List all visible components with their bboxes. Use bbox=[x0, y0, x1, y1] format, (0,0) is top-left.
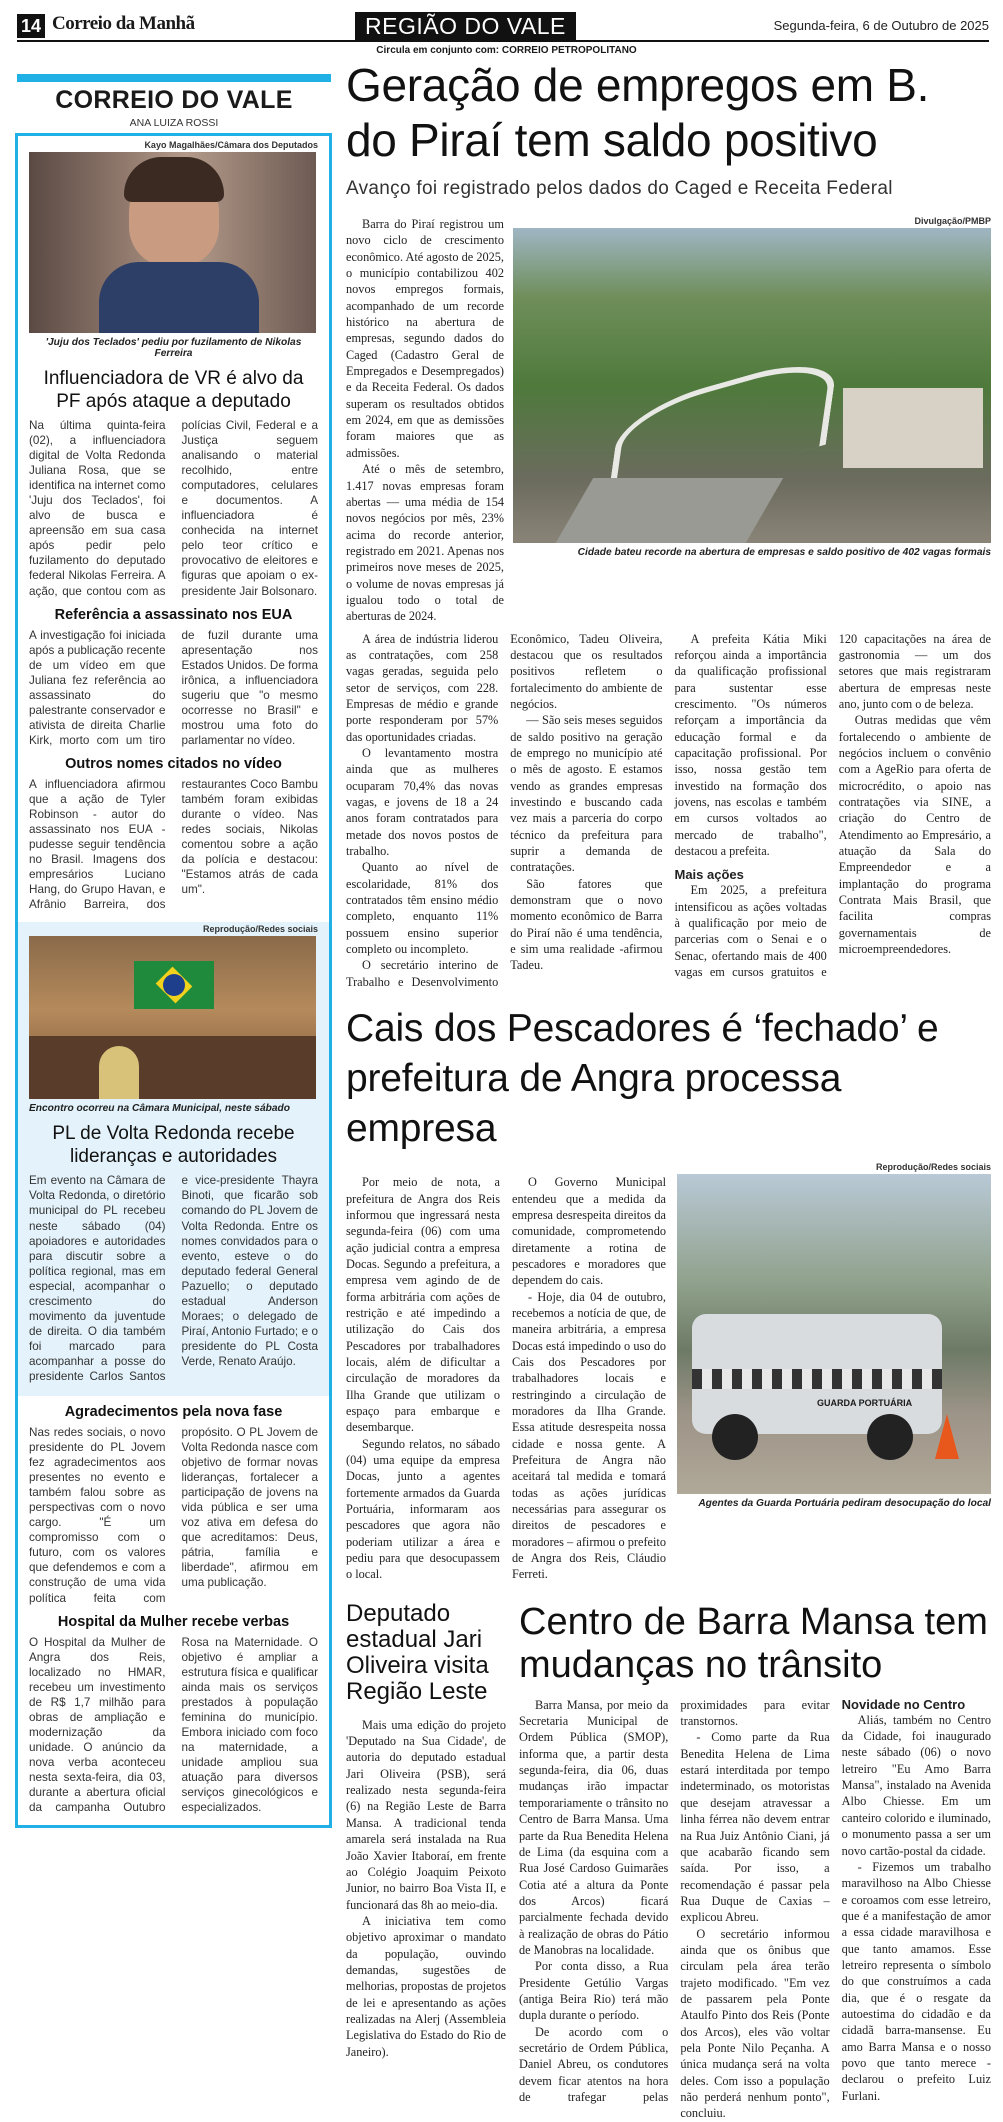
article-subhead: Mais ações bbox=[674, 867, 744, 883]
main-column bbox=[346, 58, 991, 2122]
photo-caption: 'Juju dos Teclados' pediu por fuzilamento de Nikolas Ferreira bbox=[45, 337, 302, 359]
paragraph: Por meio de nota, a prefeitura de Angra dos Reis informou que ingressará nesta segunda-feira (06) com uma ação judicial contra a empresa Docas. Segundo a prefeitura, a empresa vem agindo de de forma arbitrária com ações de restrição e até impedindo a utilização do Cais dos Pescadores por trabalhadores locais, além de dificultar a circulação de moradores da Ilha Grande que utilizam o espaço para embarque e desembarque. bbox=[346, 1175, 500, 1435]
paragraph: — São seis meses seguidos de saldo positivo na geração de emprego no município até o mês de agosto. E estamos vendo as grandes empresas investindo e buscando cada vez mais a parceria do corpo técnico da prefeitura para suprir a demanda de contratações. bbox=[510, 713, 663, 875]
photo-caption: Cidade bateu recorde na abertura de empresas e saldo positivo de 402 vagas formais bbox=[577, 547, 991, 558]
article-subhead: Novidade no Centro bbox=[841, 1696, 966, 1712]
column-title: CORREIO DO VALE bbox=[55, 86, 293, 114]
paragraph: Barra do Piraí registrou um novo ciclo de crescimento econômico. Até agosto de 2025, o município contabilizou 402 novos empregos formais, acompanhado de um recorde histórico na abertura de empresas, segundo dados do Caged (Cadastro Geral de Empregados e Desempregados) e da Receita Federal. Os dados superam os resultados obtidos em 2024, em que as demissões foram maiores que as admissões. bbox=[346, 217, 504, 460]
paragraph: Até o mês de setembro, 1.417 novas empresas foram abertas — uma média de 154 novos negócios por mês, 23% acima do recorde anterior, registrado em 2021. Apenas nos primeiros nove meses de 2025, o volume de novas empresas já igualou todo o total de aberturas de 2024. bbox=[346, 462, 504, 624]
article-headline: Cais dos Pescadores é ‘fechado’ e prefeitura de Angra processa empresa bbox=[346, 1007, 939, 1151]
port-guard-vehicle-photo bbox=[677, 1174, 991, 1494]
article-headline: Deputado estadual Jari Oliveira visita Região Leste bbox=[346, 1599, 489, 1705]
paragraph: A iniciativa tem como objetivo aproximar o mandato da população, ouvindo demandas, sugestões de melhorias, propostas de projetos de lei e apresentando as ações realizadas na Alerj (Assembleia Legislativa do Estado do Rio de Janeiro). bbox=[346, 1913, 506, 2059]
page-number: 14 bbox=[17, 14, 45, 38]
story-subhead: Hospital da Mulher recebe verbas bbox=[57, 1613, 290, 1630]
story-subhead: Outros nomes citados no vídeo bbox=[65, 755, 282, 772]
paragraph: O secretário interino de Trabalho e Desenvolvimento Econômico, Tadeu Oliveira, destacou que os resultados positivos refletem o fortalecimento do ambiente de negócios. bbox=[346, 631, 663, 989]
city-council-photo bbox=[29, 936, 316, 1099]
photo-credit: Reprodução/Redes sociais bbox=[202, 924, 318, 935]
photo-credit: Kayo Magalhães/Câmara dos Deputados bbox=[144, 140, 318, 150]
article-body-columns bbox=[519, 1697, 991, 2122]
photo-caption: Encontro ocorreu na Câmara Municipal, neste sábado bbox=[29, 1103, 290, 1115]
story-body: O Hospital da Mulher de Angra dos Reis, localizado no HMAR, recebeu um investimento de R$ 1,7 milhão para obras de ampliação e modernização da unidade. O anúncio da nova verba aconteceu nesta sexta-feira, dia 03, durante a abertura oficial da campanha Outubro Rosa na Maternidade. O objetivo é ampliar a estrutura física e qualificar ainda mais os serviços prestados à população feminina do município. Embora iniciado com foco na maternidade, a unidade ampliou sua atuação para diversos serviços ginecológicos e especializados. bbox=[29, 1635, 318, 1815]
paragraph: A prefeita Kátia Miki reforçou ainda a importância da qualificação profissional para sustentar esse crescimento. "Os números reforçam a importância da educação formal e da capacitação profissional. Por isso, nossa gestão tem investido na formação dos jovens, nas escolas e também em cursos voltados ao mercado de trabalho", destacou a prefeita. bbox=[674, 631, 827, 859]
paragraph: O secretário informou ainda que os ônibus que circulam pela área terão trajeto modificado. "Em vez de passarem pela Ponte Ataulfo Pinto dos Reis (Ponte dos Arcos), eles vão voltar pela Ponte Nilo Peçanha. A única mudança será na volta deles. Com isso a população não perderá nenhum ponto", concluiu. bbox=[680, 1926, 830, 2121]
paragraph: Outras medidas que vêm fortalecendo o ambiente de negócios incluem o convênio com a AgeRio para oferta de microcrédito, o apoio nas contratações via SINE, a criação do Centro de Atendimento ao Empresário, a atuação da Sala do Empreendedor e a implantação do programa Contrata Mais Brasil, que facilita compras governamentais de microempreendedores. bbox=[838, 713, 991, 957]
paragraph: Segundo relatos, no sábado (04) uma equipe da empresa Docas, junto a agentes fortemente armados da Guarda Portuária, informaram aos pescadores que agora não poderiam utilizar a área e pediu para que desocupassem o local. bbox=[346, 1436, 500, 1582]
column-frame bbox=[15, 133, 332, 1828]
story-body: A influenciadora afirmou que a ação de Tyler Robinson - autor do assassinato nos EUA - pudesse seguir tendência no Brasil. Imagens dos empresários Luciano Hang, do Grupo Havan, e Afrânio Barreira, dos restaurantes Coco Bambu também foram exibidas durante o vídeo. Nas redes sociais, Nikolas comentou sobre a ação da polícia e destacou: "Estamos atrás de cada um". bbox=[29, 777, 318, 912]
story-body: A investigação foi iniciada após a publicação recente de um vídeo em que Juliana fez referência ao assassinato do palestrante conservador e ativista de direita Charlie Kirk, morto com um tiro de fuzil durante uma apresentação nos Estados Unidos. De forma irônica, a influenciadora sugeriu que "o mesmo ocorresse no Brasil" e mostrou uma foto do parlamentar no vídeo. bbox=[29, 628, 318, 747]
story-body: Nas redes sociais, o novo presidente do PL Jovem fez agradecimentos aos presentes no evento e também falou sobre as perspectivas com o novo cargo. "É um compromisso com o futuro, com os valores que defendemos e com a construção de uma vida política feita com propósito. O PL Jovem de Volta Redonda nasce com objetivo de formar novas lideranças, fortalecer a participação de jovens na vida pública e ser uma voz ativa em defesa do que acreditamos: Deus, pátria, família e liberdade", afirmou em uma publicação. bbox=[29, 1426, 318, 1605]
story-subhead: Agradecimentos pela nova fase bbox=[64, 1404, 283, 1421]
paragraph: Por conta disso, a Rua Presidente Getúlio Vargas (antiga Beira Rio) terá mão dupla durante o período. bbox=[519, 1959, 669, 2023]
story-body: Em evento na Câmara de Volta Redonda, o diretório municipal do PL recebeu neste sábado (04) apoiadores e autoridades para discutir sobre a política regional, mas em especial, acompanhar o crescimento do movimento da juventude de direita. O dia também foi marcado para acompanhar a posse do presidente Carlos Santos e vice-presidente Thayra Binoti, que ficarão sob comando do PL Jovem de Volta Redonda. Entre os nomes convidados para o evento, esteve o do deputado federal General Pazuello; o deputado estadual Anderson Moraes; o delegado de Piraí, Antonio Furtado; e o presidente do PL Costa Verde, Renato Araújo. bbox=[29, 1174, 318, 1383]
article-body-column bbox=[346, 216, 504, 625]
newspaper-name: Correio da Manhã bbox=[52, 13, 195, 34]
article-body-columns bbox=[346, 1174, 666, 1583]
highlight-section bbox=[18, 922, 329, 1396]
main-headline: Geração de empregos em B. do Piraí tem saldo positivo bbox=[346, 59, 930, 166]
paragraph: A área de indústria liderou as contratações, com 258 vagas geradas, seguida pelo setor de serviços, com 228. Empresas de médio e grande porte responderam por 57% das oportunidades criadas. bbox=[346, 631, 499, 744]
deputy-photo bbox=[29, 152, 316, 333]
story-body: Na última quinta-feira (02), a influenciadora digital de Volta Redonda Juliana Rosa, que se identifica na internet como 'Juju dos Teclados', foi alvo de busca e apreensão em sua casa após pedir pelo fuzilamento do deputado federal Nikolas Ferreira. A ação, que contou com as polícias Civil, Federal e a Justiça seguem analisando o material recolhido, entre computadores, celulares e documentos. A influenciadora é conhecida na internet pelo teor crítico e provocativo de eleitores e figuras que apoiam o ex-presidente Jair Bolsonaro. bbox=[29, 419, 318, 598]
vehicle-label: GUARDA PORTUÁRIA bbox=[817, 1398, 913, 1409]
paragraph: O Governo Municipal entendeu que a medida da empresa desrespeita direitos da comunidade, comprometendo diretamente a rotina de pescadores e moradores que dependem do cais. bbox=[512, 1175, 666, 1288]
paragraph: São fatores que demonstram que o novo momento econômico de Barra do Piraí não é uma tendência, e sim uma realidade -afirmou Tadeu. bbox=[510, 876, 663, 973]
header-rule bbox=[17, 40, 989, 42]
column-author: ANA LUIZA ROSSI bbox=[129, 117, 219, 129]
article-body-column bbox=[346, 1717, 506, 2060]
paragraph: Quanto ao nível de escolaridade, 81% dos contratados têm ensino médio completo, enquanto 11% possuem ensino superior completo ou incompleto. bbox=[346, 860, 499, 957]
paragraph: Em 2025, a prefeitura intensificou as ações voltadas à qualificação por meio de parcerias com o Senai e o Senac, ofertando mais de 400 vagas em cursos gratuitos e 120 capacitações na área de gastronomia — um dos setores que mais registraram abertura de empresas neste ano, junto com o de beleza. bbox=[674, 631, 991, 980]
article-headline: Centro de Barra Mansa tem mudanças no trânsito bbox=[519, 1600, 988, 1686]
paragraph: - Como parte da Rua Benedita Helena de Lima estará interditada por tempo indeterminado, os motoristas que desejam atravessar a linha férrea não devem entrar na Rua Juiz Antônio Ciani, já que acabarão ficando sem saída. Por isso, a recomendação é passar pela Rua Duque de Caxias – explicou Abreu. bbox=[680, 1730, 830, 1925]
circulation-note: Circula em conjunto com: CORREIO PETROPOLITANO bbox=[376, 45, 637, 56]
paragraph: - Fizemos um trabalho maravilhoso na Albo Chiesse e coroamos com esse letreiro, que é a manifestação de amor a essa cidade maravilhosa e que tanto amamos. Esse letreiro representa o símbolo do que construímos a cada dia, que é o resgate da autoestima do cidadão e da cidadã barra-mansense. Eu amo Barra Mansa e o nosso povo que tanto merece - declarou o prefeito Luiz Furlani. bbox=[841, 1859, 991, 2103]
paragraph: - Hoje, dia 04 de outubro, recebemos a notícia de que, de maneira arbitrária, a empresa Docas está impedindo o uso do Cais dos Pescadores por trabalhadores locais e restringindo a circulação de moradores da Ilha Grande. Essa atitude desrespeita nossa cidade e nossa gente. A Prefeitura de Angra não aceitará tal medida e tomará todas as ações jurídicas necessárias para assegurar os direitos de pescadores e moradores – afirmou o prefeito de Angra dos Reis, Cláudio Ferreti. bbox=[512, 1289, 666, 1582]
article-body-columns bbox=[346, 631, 991, 991]
column-accent-bar bbox=[17, 74, 331, 82]
paragraph: De acordo com o secretário de Ordem Pública, Daniel Abreu, os condutores devem ficar atentos na hora de trafegar pelas proximidades para evitar transtornos. bbox=[519, 1697, 830, 2104]
photo-caption: Agentes da Guarda Portuária pediram desocupação do local bbox=[698, 1498, 991, 1510]
bridge-photo bbox=[513, 228, 991, 543]
photo-credit: Divulgação/PMBP bbox=[914, 216, 991, 226]
paragraph: Mais uma edição do projeto 'Deputado na Sua Cidade', de autoria do deputado estadual Jari Oliveira (PSB), será realizado nesta segunda-feira (6) na Região Leste de Barra Mansa. A tradicional tenda amarela será instalada na Rua João Xavier Itaboraí, em frente ao Colégio Joaquim Peixoto Junior, no bairro Boa Vista II, e funcionará das 8h ao meio-dia. bbox=[346, 1717, 506, 1912]
paragraph: Barra Mansa, por meio da Secretaria Municipal de Ordem Pública (SMOP), informa que, a partir desta segunda-feira, dia 06, duas mudanças irão impactar temporariamente o trânsito no Centro de Barra Mansa. Uma parte da Rua Benedita Helena de Lima (da esquina com a Rua José Cardoso Guimarães Cotia até a altura da Ponte dos Arcos) ficará parcialmente fechada devido à realização de obras do Pátio de Manobras na localidade. bbox=[519, 1697, 669, 1957]
paragraph: Aliás, também no Centro da Cidade, foi inaugurado neste sábado (06) o novo letreiro "Eu Amo Barra Mansa", instalado na Avenida Albo Chiesse. Em um canteiro colorido e iluminado, o monumento passa a ser um novo cartão-postal da cidade. bbox=[841, 1712, 991, 1858]
main-subtitle: Avanço foi registrado pelos dados do Caged e Receita Federal bbox=[346, 178, 893, 199]
story-subhead: Referência a assassinato nos EUA bbox=[54, 606, 293, 623]
photo-credit: Reprodução/Redes sociais bbox=[875, 1162, 991, 1173]
paragraph: O levantamento mostra ainda que as mulheres ocuparam 70,4% das novas vagas, e jovens de 18 a 24 anos foram contratados para metade dos novos postos de trabalho. bbox=[346, 746, 499, 859]
story-headline: Influenciadora de VR é alvo da PF após ataque a deputado bbox=[43, 368, 304, 412]
publication-date: Segunda-feira, 6 de Outubro de 2025 bbox=[773, 18, 989, 33]
section-title: REGIÃO DO VALE bbox=[355, 12, 576, 40]
story-headline: PL de Volta Redonda recebe lideranças e autoridades bbox=[52, 1123, 295, 1168]
